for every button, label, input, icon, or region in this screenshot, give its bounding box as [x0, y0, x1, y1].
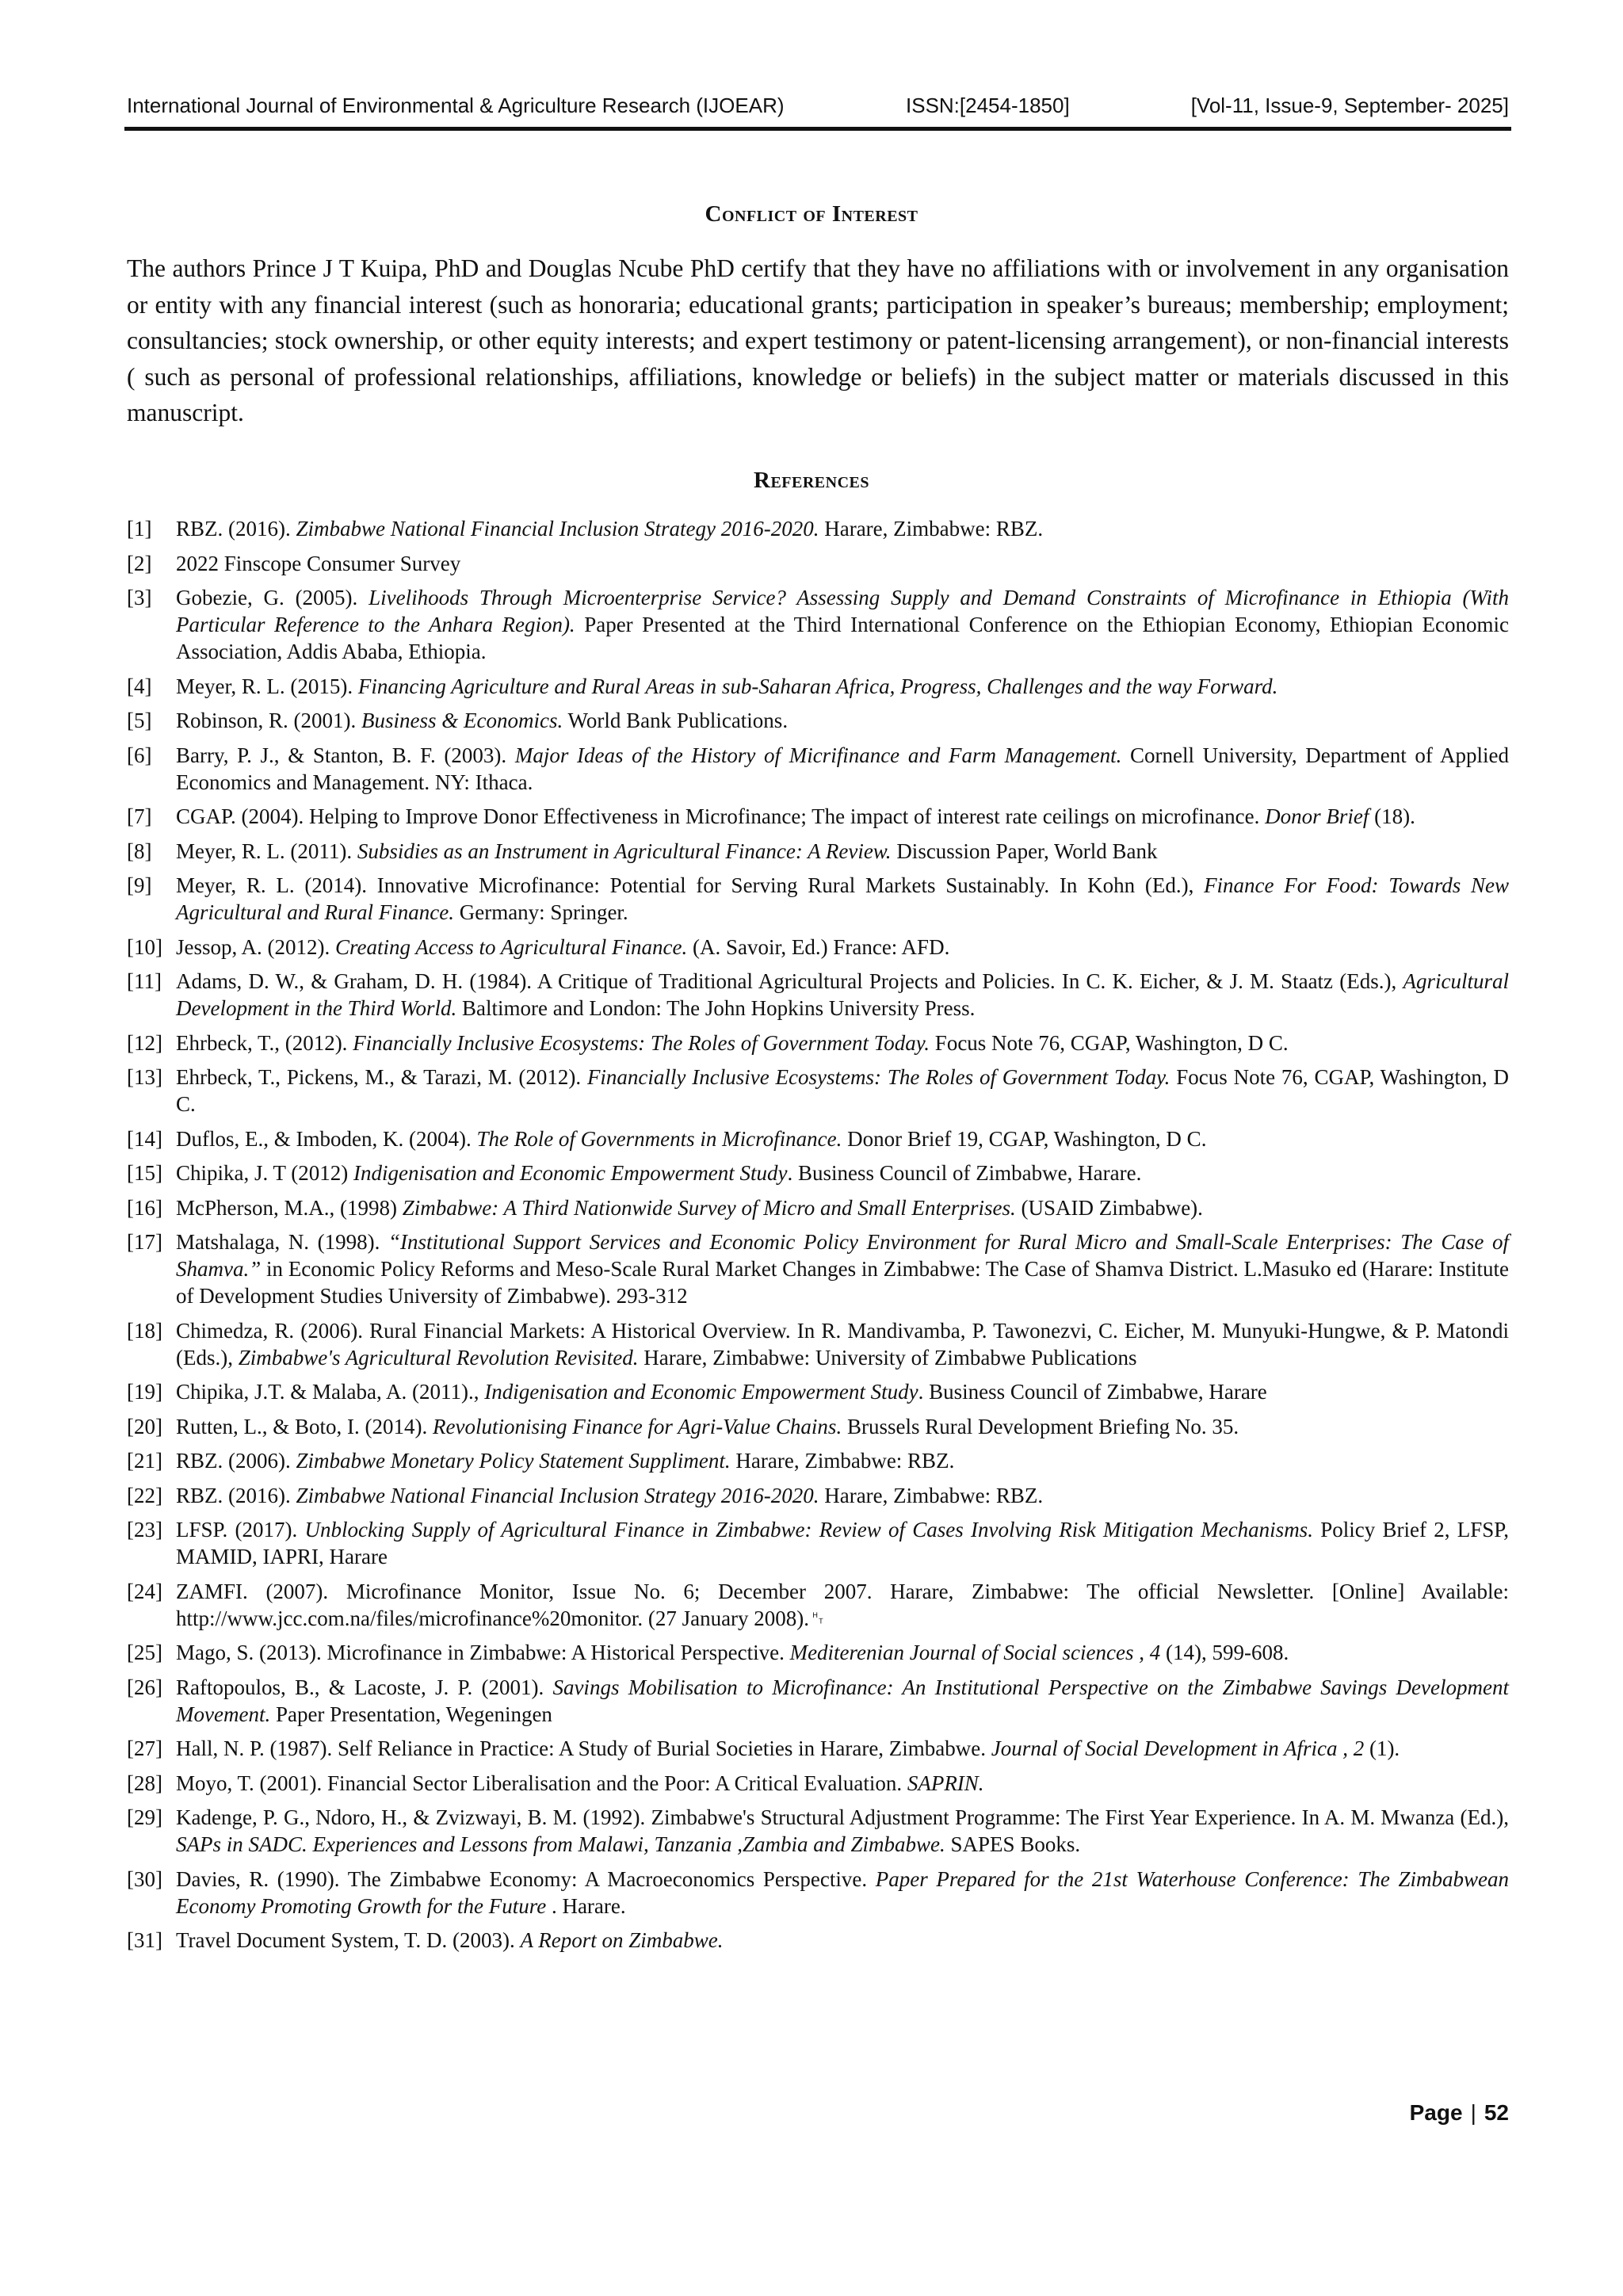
reference-item: [127, 1866, 1509, 1920]
reference-item: [127, 1578, 1509, 1632]
reference-segment: Ehrbeck, T., (2012).: [176, 1030, 353, 1055]
reference-segment: (18).: [1369, 804, 1415, 828]
reference-number: [25]: [127, 1641, 162, 1664]
reference-item: [127, 1674, 1509, 1728]
reference-number: [17]: [127, 1230, 162, 1254]
reference-title: Zimbabwe's Agricultural Revolution Revisited.: [238, 1345, 639, 1370]
reference-title: Donor Brief: [1265, 804, 1369, 828]
reference-item: [127, 1228, 1509, 1309]
reference-item: [127, 1125, 1509, 1152]
reference-text: [176, 707, 1509, 734]
reference-segment: Brussels Rural Development Briefing No. 35.: [842, 1414, 1239, 1438]
reference-item: [127, 673, 1509, 700]
reference-segment: Travel Document System, T. D. (2003).: [176, 1928, 521, 1952]
reference-segment: (A. Savoir, Ed.) France: AFD.: [687, 934, 950, 959]
reference-number: [1]: [127, 517, 152, 541]
reference-segment: Ehrbeck, T., Pickens, M., & Tarazi, M. (2012).: [176, 1065, 587, 1089]
reference-text: [176, 1866, 1509, 1920]
reference-text: [176, 742, 1509, 796]
reference-text: [176, 1447, 1509, 1474]
reference-number: [22]: [127, 1483, 162, 1507]
reference-number: [2]: [127, 551, 152, 575]
reference-title: SAPs in SADC. Experiences and Lessons from Malawi, Tanzania ,Zambia and Zimbabwe.: [176, 1832, 945, 1856]
reference-title: Zimbabwe National Financial Inclusion Strategy 2016-2020.: [296, 517, 819, 541]
reference-segment: CGAP. (2004). Helping to Improve Donor Effectiveness in Microfinance; The impact of interest rate ceilings on microfinance.: [176, 804, 1266, 828]
reference-segment: RBZ. (2016).: [176, 1483, 296, 1507]
reference-number: [21]: [127, 1449, 162, 1473]
reference-title: Subsidies as an Instrument in Agricultural Finance: A Review.: [357, 839, 892, 863]
reference-title: Livelihoods Through Microenterprise Service? Assessing Supply and Demand Constraints of Microfinance in Ethiopia (With Particular Reference to the Anhara Region).: [176, 586, 1509, 636]
reference-number: [11]: [127, 969, 162, 993]
reference-segment: Harare, Zimbabwe: RBZ.: [730, 1449, 955, 1473]
reference-item: [127, 584, 1509, 665]
reference-number: [3]: [127, 586, 152, 609]
reference-segment: Chipika, J. T (2012): [176, 1161, 354, 1185]
reference-segment: LFSP. (2017).: [176, 1518, 305, 1541]
reference-text: [176, 1927, 1509, 1954]
reference-segment: Harare, Zimbabwe: University of Zimbabwe Publications: [638, 1345, 1137, 1370]
reference-text: [176, 584, 1509, 665]
reference-title: Agricultural Development in the Third World.: [176, 969, 1509, 1020]
reference-text: [176, 1194, 1509, 1221]
page-footer: [1410, 2100, 1509, 2126]
reference-segment: Mago, S. (2013). Microfinance in Zimbabwe: A Historical Perspective.: [176, 1641, 790, 1664]
reference-title: Creating Access to Agricultural Finance.: [335, 934, 688, 959]
reference-number: [6]: [127, 743, 152, 767]
reference-segment: (1).: [1364, 1736, 1400, 1760]
reference-segment: Focus Note 76, CGAP, Washington, D C.: [176, 1065, 1509, 1116]
reference-text: [176, 1030, 1509, 1056]
page-number: 52: [1484, 2100, 1509, 2125]
reference-segment: Jessop, A. (2012).: [176, 934, 335, 959]
reference-text: [176, 934, 1509, 961]
reference-text: [176, 1770, 1509, 1797]
reference-number: [23]: [127, 1518, 162, 1541]
reference-number: [18]: [127, 1318, 162, 1343]
reference-number: [5]: [127, 709, 152, 732]
reference-segment: . Business Council of Zimbabwe, Harare.: [787, 1161, 1142, 1185]
reference-item: [127, 872, 1509, 926]
reference-number: [24]: [127, 1579, 162, 1603]
page-separator: |: [1470, 2100, 1476, 2125]
reference-text: [176, 1317, 1509, 1371]
reference-text: [176, 550, 1509, 577]
reference-title: Major Ideas of the History of Micrifinance and Farm Management.: [514, 743, 1122, 767]
reference-text: [176, 1064, 1509, 1117]
reference-title: Paper Prepared for the 21st Waterhouse Conference: The Zimbabwean Economy Promoting Growth for the Future: [176, 1866, 1510, 1918]
reference-title: Indigenisation and Economic Empowerment Study: [353, 1161, 788, 1185]
reference-number: [19]: [127, 1380, 162, 1404]
reference-segment: Chipika, J.T. & Malaba, A. (2011).,: [176, 1380, 485, 1404]
reference-text: [176, 1482, 1509, 1509]
reference-segment: Discussion Paper, World Bank: [891, 839, 1158, 863]
reference-segment: Moyo, T. (2001). Financial Sector Liberalisation and the Poor: A Critical Evaluation.: [176, 1771, 907, 1795]
reference-segment: Meyer, R. L. (2011).: [176, 839, 357, 863]
reference-segment: World Bank Publications.: [563, 709, 789, 732]
reference-number: [12]: [127, 1030, 162, 1055]
reference-text: [176, 1804, 1509, 1858]
reference-title: Savings Mobilisation to Microfinance: An Institutional Perspective on the Zimbabwe Savings Development Movement.: [176, 1675, 1509, 1726]
reference-title: Zimbabwe Monetary Policy Statement Suppliment.: [296, 1449, 731, 1473]
header-rule: [124, 127, 1511, 131]
reference-segment: Baltimore and London: The John Hopkins University Press.: [456, 996, 976, 1020]
reference-item: [127, 1030, 1509, 1056]
reference-title: Mediterenian Journal of Social sciences , 4: [789, 1641, 1161, 1664]
reference-title: Journal of Social Development in Africa , 2: [991, 1736, 1365, 1760]
reference-segment: Paper Presentation, Wegeningen: [270, 1702, 552, 1726]
reference-segment: McPherson, M.A., (1998): [176, 1195, 403, 1220]
reference-segment: 2022 Finscope Consumer Survey: [176, 551, 461, 575]
reference-item: [127, 707, 1509, 734]
reference-segment: . Business Council of Zimbabwe, Harare: [918, 1380, 1267, 1404]
reference-item: [127, 1317, 1509, 1371]
reference-text: [176, 1674, 1509, 1728]
reference-list: [127, 515, 1509, 1962]
reference-number: [20]: [127, 1414, 162, 1438]
reference-text: [176, 673, 1509, 700]
reference-segment: (14), 599-608.: [1160, 1641, 1289, 1664]
reference-item: [127, 1447, 1509, 1474]
reference-segment: Adams, D. W., & Graham, D. H. (1984). A Critique of Traditional Agricultural Projects and Policies. In C. K. Eicher, & J. M. Staatz (Eds.),: [176, 969, 1403, 993]
reference-number: [9]: [127, 873, 152, 897]
reference-text: [176, 1228, 1509, 1309]
reference-number: [29]: [127, 1805, 162, 1829]
reference-segment: Duflos, E., & Imboden, K. (2004).: [176, 1126, 477, 1151]
reference-segment: Harare, Zimbabwe: RBZ.: [819, 1483, 1044, 1507]
journal-name: International Journal of Environmental & Agriculture Research (IJOEAR): [127, 94, 785, 117]
reference-item: [127, 1804, 1509, 1858]
reference-title: Zimbabwe National Financial Inclusion Strategy 2016-2020.: [296, 1483, 819, 1507]
reference-number: [27]: [127, 1736, 162, 1760]
reference-number: [10]: [127, 934, 162, 959]
reference-number: [4]: [127, 674, 152, 698]
reference-text: [176, 1125, 1509, 1152]
reference-item: [127, 934, 1509, 961]
reference-number: [31]: [127, 1928, 162, 1952]
reference-text: [176, 872, 1509, 926]
reference-segment: Hall, N. P. (1987). Self Reliance in Practice: A Study of Burial Societies in Harare, Zimbabwe.: [176, 1736, 991, 1760]
reference-segment: RBZ. (2006).: [176, 1449, 296, 1473]
reference-title: Financially Inclusive Ecosystems: The Roles of Government Today.: [353, 1030, 930, 1055]
reference-number: [14]: [127, 1126, 162, 1151]
reference-item: [127, 1735, 1509, 1762]
reference-segment: Robinson, R. (2001).: [176, 709, 362, 732]
reference-text: [176, 838, 1509, 865]
reference-text: [176, 1639, 1509, 1666]
reference-segment: Paper Presented at the Third International Conference on the Ethiopian Economy, Ethiopian Economic Association, Addis Ababa, Ethiopia.: [176, 613, 1509, 663]
volume-issue: [Vol-11, Issue-9, September- 2025]: [1190, 94, 1509, 117]
reference-title: Zimbabwe: A Third Nationwide Survey of Micro and Small Enterprises.: [402, 1195, 1016, 1220]
reference-text: [176, 1516, 1509, 1570]
reference-item: [127, 515, 1509, 542]
conflict-of-interest-text: The authors Prince J T Kuipa, PhD and Douglas Ncube PhD certify that they have no affiliations with or involvement in any organisation or entity with any financial interest (such as honoraria; educational grants; participation in speaker’s bureaus; membership; employment; consultancies; stock ownership, or other equity interests; and expert testimony or patent-licensing arrangement), or non-financial interests ( such as personal of professional relationships, affiliations, knowledge or beliefs) in the subject matter or materials discussed in this manuscript.: [127, 254, 1509, 426]
reference-text: [176, 1378, 1509, 1405]
reference-number: [28]: [127, 1771, 162, 1795]
reference-text: [176, 1413, 1509, 1440]
reference-segment: Rutten, L., & Boto, I. (2014).: [176, 1414, 433, 1438]
reference-segment: RBZ. (2016).: [176, 517, 296, 541]
reference-item: [127, 1516, 1509, 1570]
reference-number: [7]: [127, 804, 152, 828]
reference-segment: . Harare.: [546, 1893, 626, 1918]
reference-item: [127, 1482, 1509, 1509]
reference-segment: Cornell University, Department of Applied Economics and Management. NY: Ithaca.: [176, 743, 1510, 794]
reference-segment: Raftopoulos, B., & Lacoste, J. P. (2001).: [176, 1675, 553, 1699]
reference-item: [127, 838, 1509, 865]
reference-segment: Meyer, R. L. (2014). Innovative Microfinance: Potential for Serving Rural Markets Sustainably. In Kohn (Ed.),: [176, 873, 1205, 897]
reference-segment: Policy Brief 2, LFSP, MAMID, IAPRI, Harare: [176, 1518, 1510, 1568]
reference-text: [176, 1159, 1509, 1186]
reference-segment: SAPES Books.: [945, 1832, 1081, 1856]
reference-text: [176, 1735, 1509, 1762]
reference-title: Finance For Food: Towards New Agricultural and Rural Finance.: [176, 873, 1509, 924]
reference-title: Business & Economics.: [361, 709, 563, 732]
reference-segment: Germany: Springer.: [453, 900, 628, 924]
reference-segment: Chimedza, R. (2006). Rural Financial Markets: A Historical Overview. In R. Mandivamba, P. Tawonezvi, C. Eicher, M. Munyuki-Hungwe, & P. Matondi (Eds.),: [176, 1318, 1509, 1370]
reference-number: [8]: [127, 839, 152, 863]
reference-segment: in Economic Policy Reforms and Meso-Scale Rural Market Changes in Zimbabwe: The Case of Shamva District. L.Masuko ed (Harare: Institute of Development Studies University of Zimbabwe). 293-312: [176, 1257, 1509, 1308]
reference-segment: Kadenge, P. G., Ndoro, H., & Zvizwayi, B. M. (1992). Zimbabwe's Structural Adjustment Programme: The First Year Experience. In A. M. Mwanza (Ed.),: [176, 1805, 1509, 1829]
reference-item: [127, 1064, 1509, 1117]
reference-item: [127, 968, 1509, 1022]
reference-item: [127, 1194, 1509, 1221]
reference-title: The Role of Governments in Microfinance.: [476, 1126, 842, 1151]
reference-segment: Matshalaga, N. (1998).: [176, 1230, 389, 1254]
reference-title: Unblocking Supply of Agricultural Finance in Zimbabwe: Review of Cases Involving Risk Mitigation Mechanisms.: [304, 1518, 1313, 1541]
reference-number: [16]: [127, 1195, 162, 1220]
reference-title: A Report on Zimbabwe.: [520, 1928, 724, 1952]
reference-segment: Donor Brief 19, CGAP, Washington, D C.: [842, 1126, 1207, 1151]
reference-item: [127, 1159, 1509, 1186]
reference-number: [30]: [127, 1866, 162, 1891]
reference-item: [127, 1413, 1509, 1440]
page-label: Page: [1409, 2100, 1463, 2125]
reference-title: SAPRIN.: [907, 1771, 984, 1795]
reference-segment: Meyer, R. L. (2015).: [176, 674, 358, 698]
reference-segment: Barry, P. J., & Stanton, B. F. (2003).: [176, 743, 515, 767]
references-heading: References: [754, 468, 869, 493]
reference-item: [127, 1770, 1509, 1797]
reference-title: Revolutionising Finance for Agri-Value Chains.: [432, 1414, 842, 1438]
reference-title: Financially Inclusive Ecosystems: The Roles of Government Today.: [586, 1065, 1170, 1089]
reference-segment: Harare, Zimbabwe: RBZ.: [819, 517, 1044, 541]
reference-segment: Gobezie, G. (2005).: [176, 586, 369, 609]
issn: ISSN:[2454-1850]: [906, 94, 1070, 117]
reference-text: [176, 515, 1509, 542]
reference-item: [127, 1639, 1509, 1666]
reference-item: [127, 550, 1509, 577]
reference-title: Indigenisation and Economic Empowerment Study: [484, 1380, 918, 1404]
reference-item: [127, 1378, 1509, 1405]
reference-title: Financing Agriculture and Rural Areas in sub-Saharan Africa, Progress, Challenges and the way Forward.: [357, 674, 1278, 698]
conflict-of-interest-heading: Conflict of Interest: [705, 201, 918, 227]
reference-title: “Institutional Support Services and Economic Policy Environment for Rural Micro and Small-Scale Enterprises: The Case of Shamva.”: [176, 1230, 1509, 1281]
reference-segment: Davies, R. (1990). The Zimbabwe Economy: A Macroeconomics Perspective.: [176, 1866, 876, 1891]
reference-text: [176, 968, 1509, 1022]
reference-item: [127, 1927, 1509, 1954]
reference-number: [13]: [127, 1065, 162, 1089]
reference-number: [26]: [127, 1675, 162, 1699]
reference-item: [127, 742, 1509, 796]
reference-number: [15]: [127, 1161, 162, 1185]
reference-segment: ZAMFI. (2007). Microfinance Monitor, Issue No. 6; December 2007. Harare, Zimbabwe: The official Newsletter. [Online] Available: http://www.jcc.com.na/files/microfinance%20monitor. (27 January 2008).␉: [176, 1579, 1509, 1630]
reference-item: [127, 803, 1509, 830]
reference-text: [176, 1578, 1509, 1632]
reference-text: [176, 803, 1509, 830]
reference-segment: Focus Note 76, CGAP, Washington, D C.: [930, 1030, 1289, 1055]
reference-segment: (USAID Zimbabwe).: [1015, 1195, 1203, 1220]
